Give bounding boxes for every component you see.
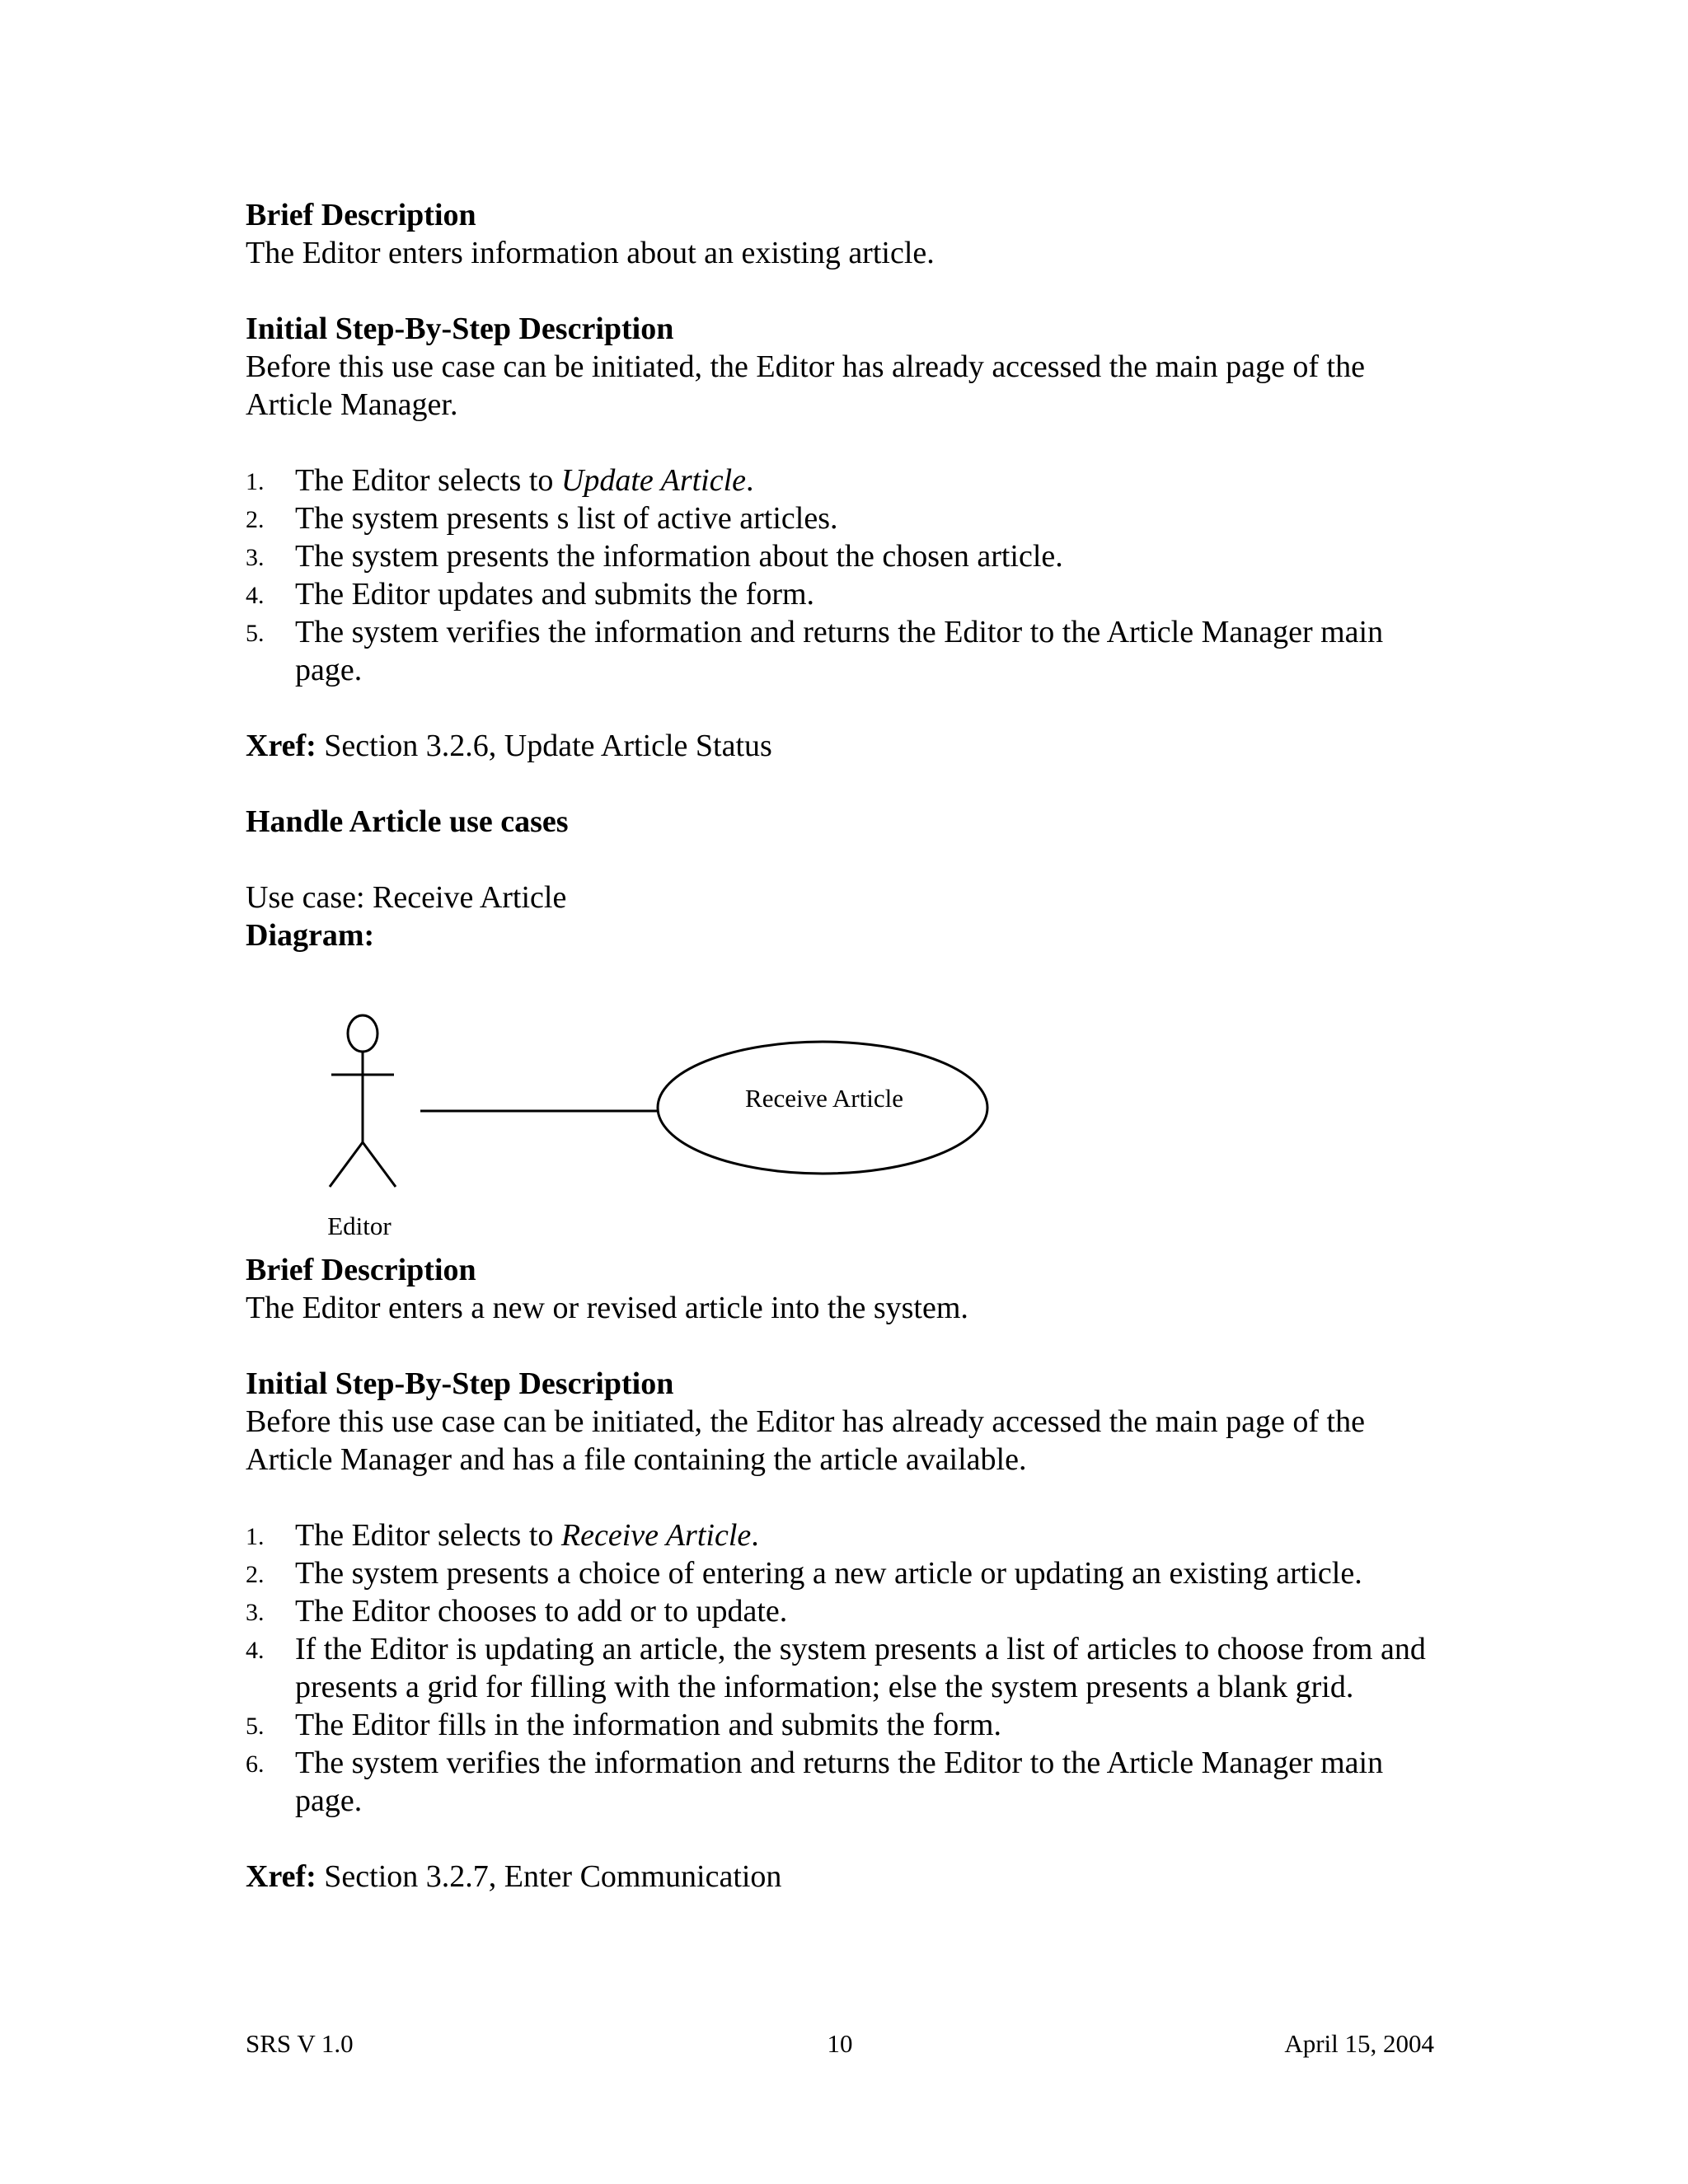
list-item: 4. If the Editor is updating an article, the system presents a list of articles to choose from and presents a grid for filling with the information; else the system presents a blank grid. xyxy=(246,1632,1426,1704)
step-list xyxy=(246,1516,1449,1820)
list-item: 5. The system verifies the information and returns the Editor to the Article Manager main page. xyxy=(246,615,1384,687)
brief-description-text: The Editor enters a new or revised article into the system. xyxy=(246,1291,968,1325)
footer-page-number: 10 xyxy=(827,2029,853,2058)
list-item: 1. The Editor selects to Update Article. xyxy=(246,463,754,498)
list-item: 3. The Editor chooses to add or to update. xyxy=(246,1594,788,1629)
list-item: 6. The system verifies the information and returns the Editor to the Article Manager main page. xyxy=(246,1746,1384,1818)
list-item: 5. The Editor fills in the information and submits the form. xyxy=(246,1708,1001,1742)
step-description-intro: Before this use case can be initiated, the Editor has already accessed the main page of the Article Manager and has a file containing the article available. xyxy=(246,1404,1365,1477)
section-heading: Handle Article use cases xyxy=(246,804,569,839)
step-description-intro: Before this use case can be initiated, the Editor has already accessed the main page of the Article Manager. xyxy=(246,349,1365,422)
footer-doc-version: SRS V 1.0 xyxy=(246,2029,354,2058)
list-item: 1. The Editor selects to Receive Article. xyxy=(246,1518,759,1553)
xref-line: Xref: Section 3.2.6, Update Article Status xyxy=(246,729,772,763)
document-page xyxy=(246,196,1449,1896)
footer-date: April 15, 2004 xyxy=(1284,2029,1434,2058)
step-description-heading: Initial Step-By-Step Description xyxy=(246,1366,674,1401)
step-list xyxy=(246,462,1449,689)
diagram-label: Diagram: xyxy=(246,918,375,953)
brief-description-heading: Brief Description xyxy=(246,1253,476,1287)
brief-description-heading: Brief Description xyxy=(246,198,476,232)
list-item: 4. The Editor updates and submits the form. xyxy=(246,577,815,612)
list-item: 2. The system presents s list of active articles. xyxy=(246,501,838,536)
step-description-heading: Initial Step-By-Step Description xyxy=(246,312,674,346)
use-case-diagram xyxy=(246,954,1449,1251)
use-case-ellipse-label: Receive Article xyxy=(745,1084,903,1113)
use-case-diagram-svg xyxy=(246,954,1070,1251)
brief-description-text: The Editor enters information about an existing article. xyxy=(246,236,935,270)
actor-label: Editor xyxy=(327,1212,392,1240)
list-item: 3. The system presents the information about the chosen article. xyxy=(246,539,1063,574)
use-case-line: Use case: Receive Article xyxy=(246,880,567,915)
xref-line: Xref: Section 3.2.7, Enter Communication xyxy=(246,1859,782,1894)
actor-stick-figure-icon xyxy=(330,1015,396,1187)
list-item: 2. The system presents a choice of entering a new article or updating an existing article. xyxy=(246,1556,1362,1591)
